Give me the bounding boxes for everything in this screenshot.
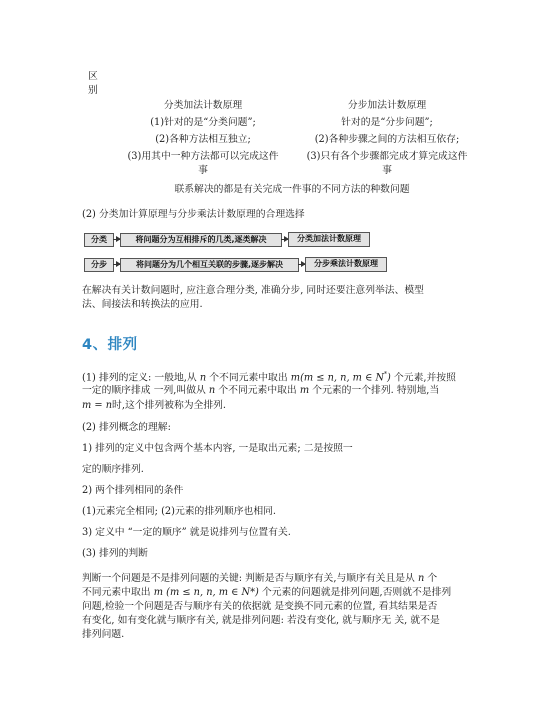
flow-arrow bbox=[281, 239, 288, 240]
math-m-equals-n: m = n bbox=[82, 400, 113, 411]
math-m: m bbox=[299, 385, 310, 396]
choice-title: (2) 分类加计算原理与分步乘法计数原理的合理选择 bbox=[82, 209, 305, 220]
definition-text: 个元素,并按照 bbox=[393, 372, 456, 384]
math-n: n bbox=[199, 372, 207, 384]
definition-text: 时,这个排列被称为全排列. bbox=[112, 400, 227, 411]
definition-text: 一定的顺序排成 一列,叫做从 bbox=[82, 385, 206, 396]
math-star: * bbox=[384, 371, 388, 378]
definition-line1 bbox=[82, 368, 456, 384]
understanding-point2: 2) 两个排列相同的条件 bbox=[82, 485, 184, 496]
difference-label: 区别 bbox=[88, 71, 98, 96]
math-close: ) bbox=[387, 372, 391, 384]
section-heading: 4、排列 bbox=[82, 337, 138, 353]
flow-result-addition: 分类加法计数原理 bbox=[288, 232, 370, 247]
choice-note-line2: 法、间接法和转换法的应用. bbox=[82, 299, 203, 310]
choice-note-line1: 在解决有关计数问题时, 应注意合理分类, 准确分步, 同时还要注意列举法、模型 bbox=[82, 285, 424, 296]
flow-desc-classify: 将问题分为互相排斥的几类,逐类解决 bbox=[120, 233, 282, 247]
flow-tag-classify: 分类 bbox=[84, 233, 114, 247]
left-col-line1: (1)针对的是“分类问题”; bbox=[150, 117, 256, 128]
comparison-summary: 联系解决的都是有关完成一件事的不同方法的种数问题 bbox=[174, 184, 410, 195]
flow-desc-step: 将问题分为几个相互关联的步骤,逐步解决 bbox=[120, 258, 299, 272]
understanding-point2-detail: (1)元素完全相同; (2)元素的排列顺序也相同. bbox=[82, 506, 277, 517]
judgement-title: (3) 排列的判断 bbox=[82, 548, 148, 559]
left-col-line3: (3)用其中一种方法都可以完成这件 bbox=[127, 151, 279, 162]
math-n: n bbox=[208, 385, 216, 396]
understanding-point3: 3) 定义中 “一定的顺序” 就是说排列与位置有关. bbox=[82, 527, 291, 538]
definition-text: 个元素的一个排列. 特别地,当 bbox=[312, 385, 440, 396]
judgement-line5: 排列问题. bbox=[82, 629, 125, 640]
right-col-line3b: 事 bbox=[382, 165, 392, 176]
understanding-point1-cont: 定的顺序排列. bbox=[82, 464, 144, 475]
judgement-text: 个 bbox=[427, 573, 438, 584]
right-col-line3: (3)只有各个步骤都完成才算完成这件 bbox=[306, 151, 468, 162]
judgement-text: 个元素的问题就是排列问题,否则就不是排列 bbox=[261, 587, 452, 598]
math-condition: (m ≤ n, n, m ∈ N*) bbox=[166, 587, 259, 598]
left-col-line3b: 事 bbox=[198, 165, 208, 176]
flow-arrow bbox=[113, 264, 120, 265]
left-col-title: 分类加法计数原理 bbox=[163, 100, 243, 111]
flow-arrow bbox=[298, 264, 305, 265]
math-n: n bbox=[417, 573, 425, 584]
judgement-line3: 问题,检验一个问题是否与顺序有关的依据就 是变换不同元素的位置, 看其结果是否 bbox=[82, 601, 438, 612]
judgement-text: 不同元素中取出 bbox=[82, 587, 151, 598]
understanding-title: (2) 排列概念的理解: bbox=[82, 422, 171, 433]
math-condition: (m ≤ n, n, m ∈ N bbox=[300, 372, 385, 384]
right-col-line1: 针对的是“分步问题”; bbox=[341, 117, 433, 128]
right-col-title: 分步加法计数原理 bbox=[347, 100, 427, 111]
flow-arrow bbox=[113, 239, 120, 240]
math-m: m bbox=[153, 587, 163, 598]
judgement-line1 bbox=[82, 572, 437, 585]
definition-line2 bbox=[82, 384, 439, 397]
flow-result-multiplication: 分步乘法计数原理 bbox=[305, 257, 387, 272]
flow-tag-step: 分步 bbox=[84, 258, 114, 272]
left-col-line2: (2)各种方法相互独立; bbox=[155, 134, 251, 145]
definition-text: 个不同元素中取出 bbox=[218, 385, 297, 396]
judgement-line2 bbox=[82, 586, 451, 599]
understanding-point1: 1) 排列的定义中包含两个基本内容, 一是取出元素; 二是按照一 bbox=[82, 443, 353, 454]
judgement-text: 判断一个问题是不是排列问题的关键: 判断是否与顺序有关,与顺序有关且是从 bbox=[82, 573, 415, 584]
judgement-line4: 有变化, 如有变化就与顺序有关, 就是排列问题: 若没有变化, 就与顺序无 关, 就不是 bbox=[82, 615, 440, 626]
definition-line3 bbox=[82, 399, 226, 412]
definition-text: 个不同元素中取出 bbox=[209, 372, 288, 384]
definition-text: (1) 排列的定义: 一般地,从 bbox=[82, 372, 197, 384]
right-col-line2: (2)各种步骤之间的方法相互依存; bbox=[314, 134, 460, 145]
math-m: m bbox=[290, 372, 301, 384]
